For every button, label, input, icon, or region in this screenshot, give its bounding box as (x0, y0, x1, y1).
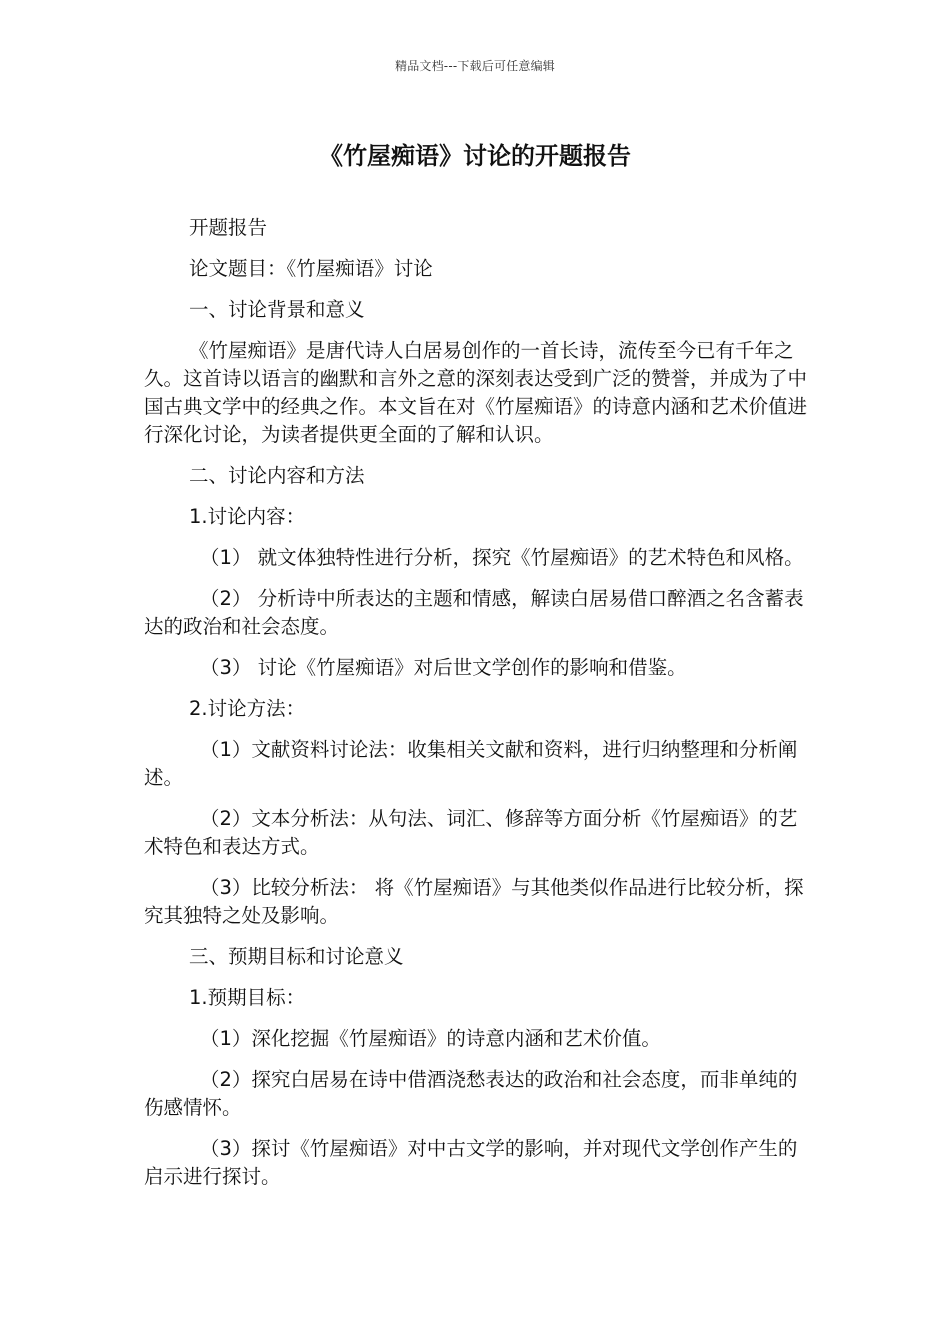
list-item-content-1: （1） 就文体独特性进行分析，探究《竹屋痴语》的艺术特色和风格。 (200, 546, 804, 569)
list-item-method-3: （3）比较分析法： 将《竹屋痴语》与其他类似作品进行比较分析，探究其独特之处及影响。 (144, 876, 804, 927)
header-note: 精品文档---下载后可任意编辑 (395, 59, 555, 73)
paragraph-thesis-title: 论文题目：《竹屋痴语》讨论 (189, 257, 433, 280)
list-item-method-1: （1）文献资料讨论法：收集相关文献和资料，进行归纳整理和分析阐述。 (144, 738, 798, 789)
list-item-goal-2: （2）探究白居易在诗中借酒浇愁表达的政治和社会态度，而非单纯的伤感情怀。 (144, 1068, 798, 1119)
paragraph-background: 《竹屋痴语》是唐代诗人白居易创作的一首长诗，流传至今已有千年之久。这首诗以语言的幽默和言外之意的深刻表达受到广泛的赞誉，并成为了中国古典文学中的经典之作。本文旨在对《竹屋痴语》的诗意内涵和艺术价值进行深化讨论，为读者提供更全面的了解和认识。 (144, 339, 808, 446)
list-item-content-3: （3） 讨论《竹屋痴语》对后世文学创作的影响和借鉴。 (200, 656, 687, 679)
section-heading-goals: 三、预期目标和讨论意义 (189, 945, 404, 968)
section-heading-background: 一、讨论背景和意义 (189, 298, 365, 321)
list-item-goal-3: （3）探讨《竹屋痴语》对中古文学的影响，并对现代文学创作产生的启示进行探讨。 (144, 1137, 798, 1188)
paragraph-report-label: 开题报告 (189, 216, 268, 239)
subheading-methods: 2.讨论方法： (189, 697, 306, 720)
subheading-goals: 1.预期目标： (189, 986, 306, 1009)
list-item-method-2: （2）文本分析法：从句法、词汇、修辞等方面分析《竹屋痴语》的艺术特色和表达方式。 (144, 807, 798, 858)
section-heading-content-methods: 二、讨论内容和方法 (189, 464, 365, 487)
subheading-content: 1.讨论内容： (189, 505, 306, 528)
document-body (144, 214, 808, 1204)
document-title: 《竹屋痴语》讨论的开题报告 (319, 142, 631, 170)
list-item-content-2: （2） 分析诗中所表达的主题和情感，解读白居易借口醉酒之名含蓄表达的政治和社会态度。 (144, 587, 804, 638)
list-item-goal-1: （1）深化挖掘《竹屋痴语》的诗意内涵和艺术价值。 (200, 1027, 661, 1050)
